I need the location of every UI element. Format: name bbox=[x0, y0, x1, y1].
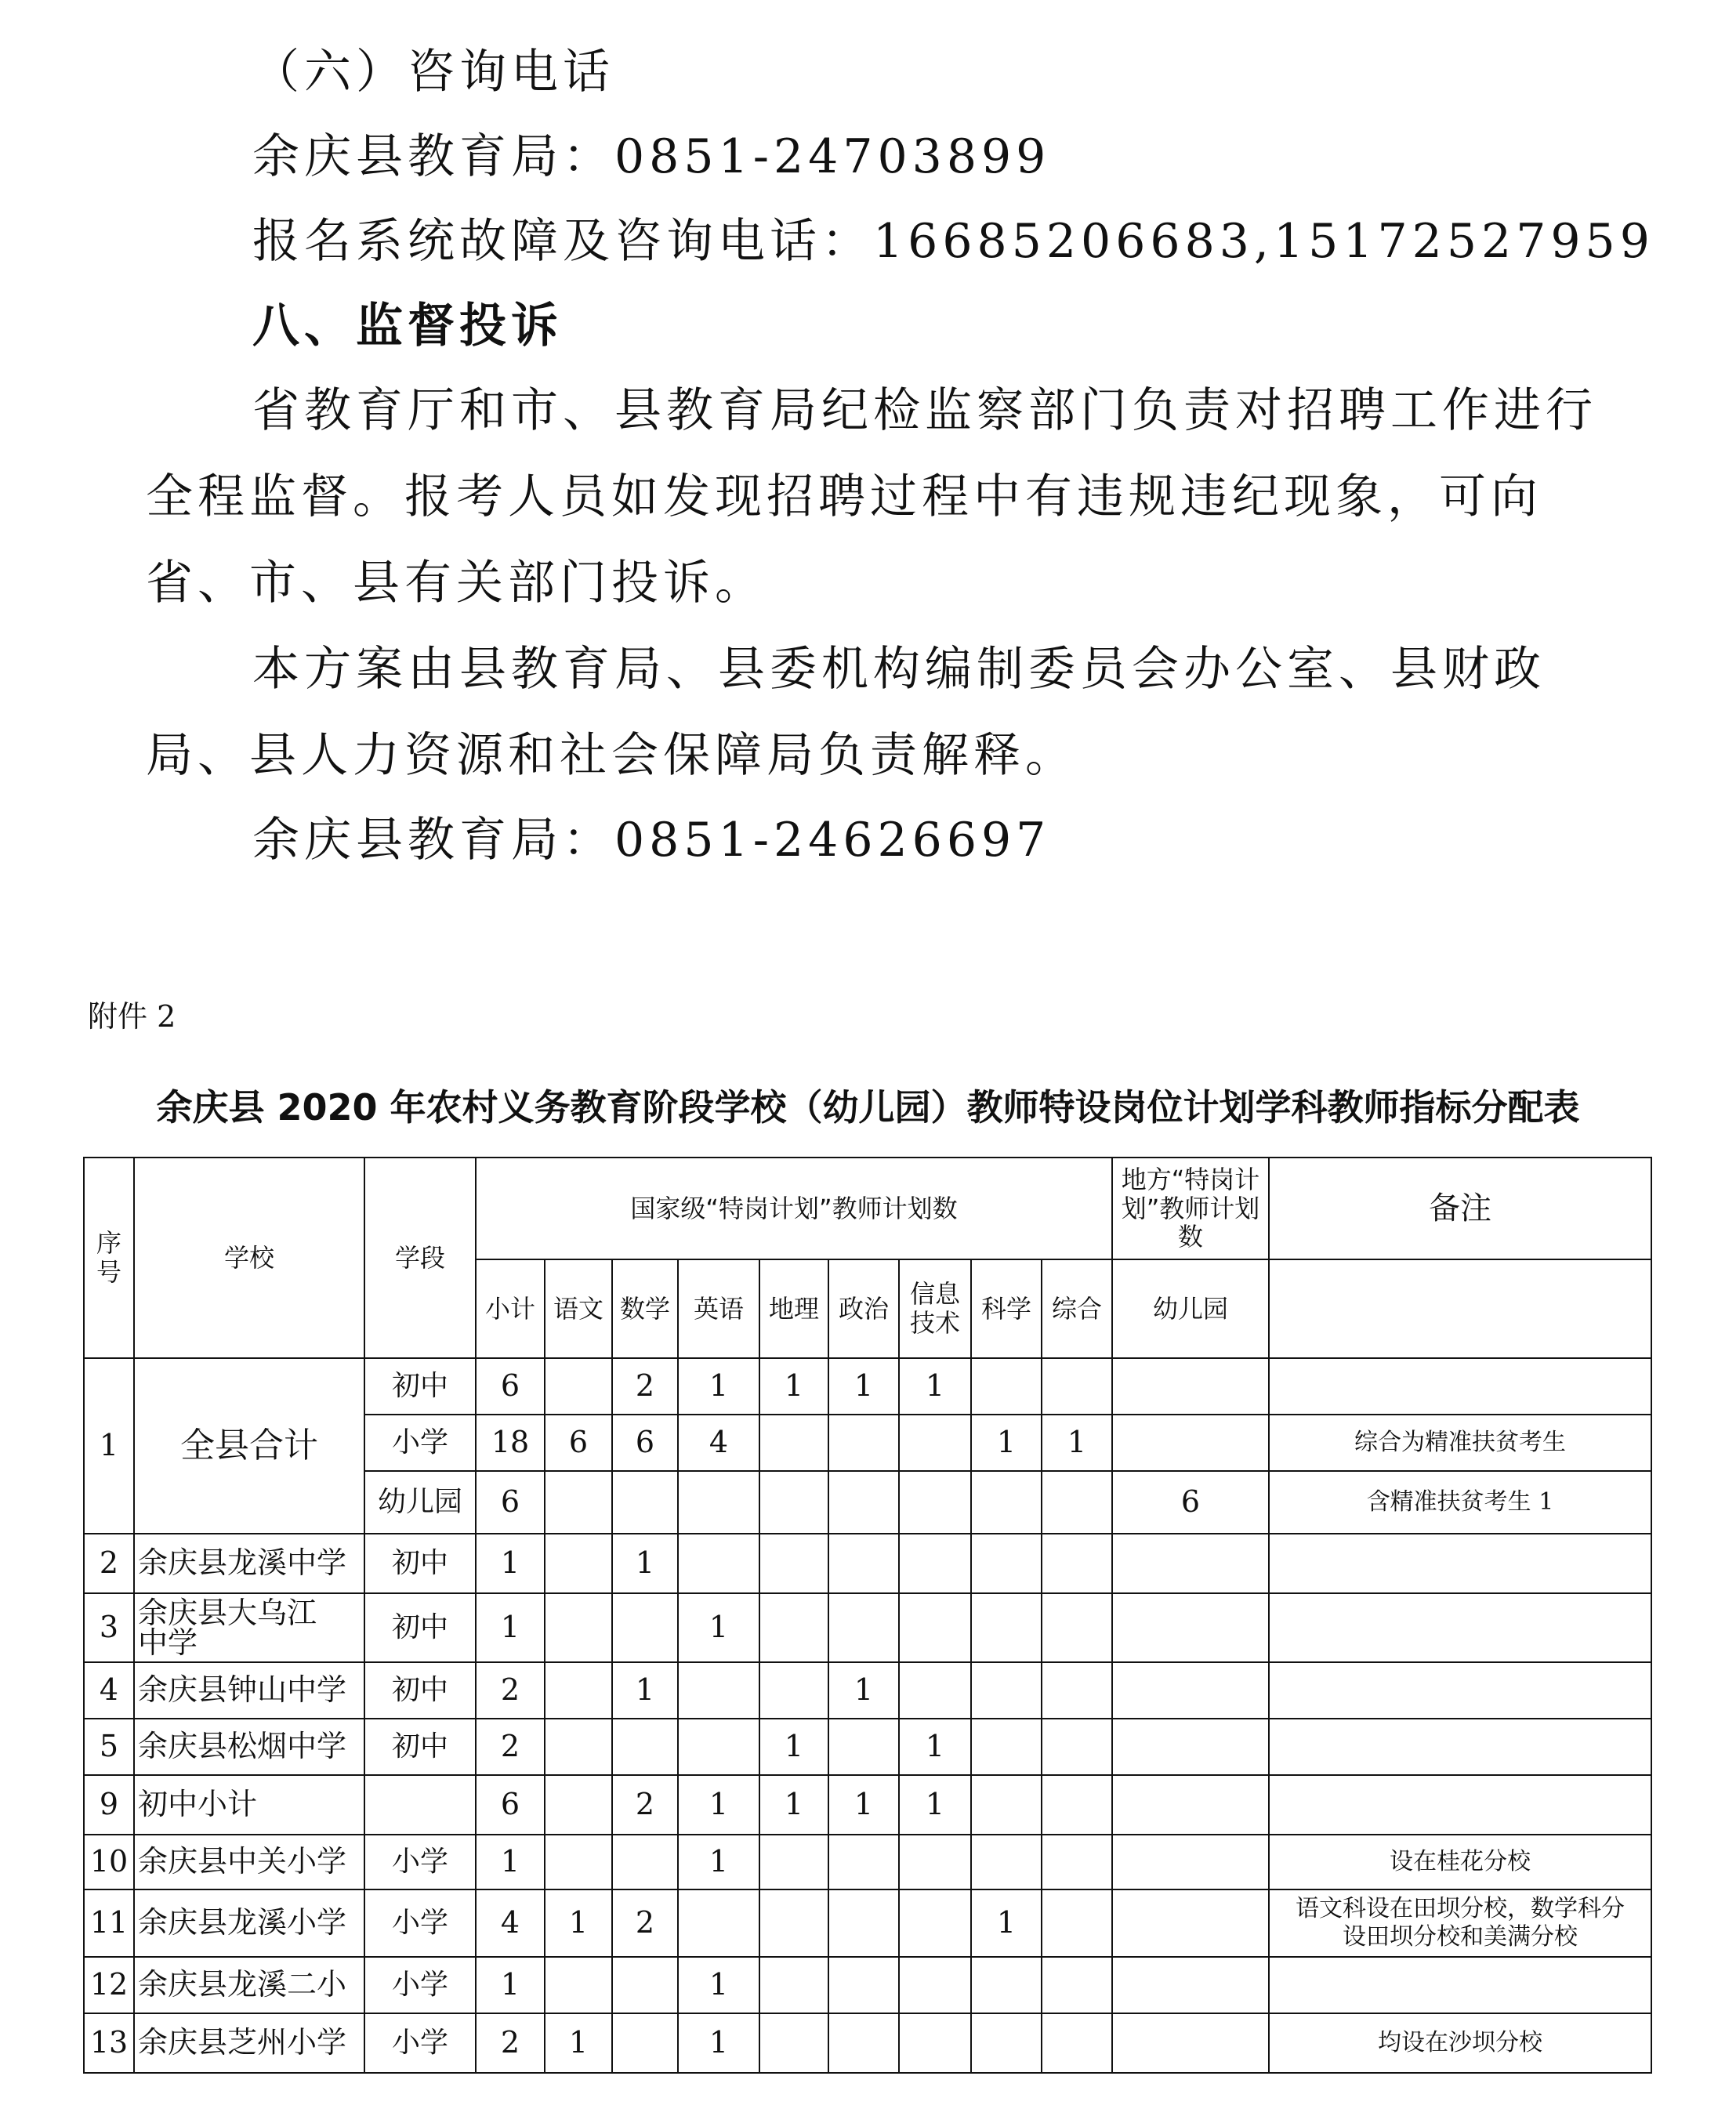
english-cell bbox=[678, 1471, 759, 1534]
subtotal-cell: 1 bbox=[476, 1593, 545, 1662]
system-phone: 报名系统故障及咨询电话：16685206683,15172527959 bbox=[252, 214, 1654, 269]
header-note: 备注 bbox=[1269, 1158, 1651, 1259]
seq-cell: 12 bbox=[84, 1957, 134, 2013]
chinese-cell bbox=[545, 1593, 612, 1662]
general-cell bbox=[1042, 1957, 1112, 2013]
science-cell bbox=[971, 1534, 1042, 1593]
stage-cell: 幼儿园 bbox=[364, 1471, 476, 1534]
school-cell: 余庆县松烟中学 bbox=[134, 1719, 364, 1775]
english-cell: 1 bbox=[678, 1835, 759, 1889]
header-national: 国家级“特岗计划”教师计划数 bbox=[476, 1158, 1112, 1259]
chinese-cell bbox=[545, 1835, 612, 1889]
geography-cell: 1 bbox=[759, 1358, 828, 1415]
table-row bbox=[84, 1719, 1651, 1775]
it-cell bbox=[899, 1593, 971, 1662]
stage-cell: 小学 bbox=[364, 1415, 476, 1471]
general-cell bbox=[1042, 1534, 1112, 1593]
general-cell bbox=[1042, 2013, 1112, 2073]
geography-cell bbox=[759, 1889, 828, 1957]
bureau-phone: 余庆县教育局：0851-24703899 bbox=[252, 129, 1051, 184]
general-cell bbox=[1042, 1889, 1112, 1957]
school-cell: 全县合计 bbox=[134, 1358, 364, 1534]
header-chinese: 语文 bbox=[545, 1259, 612, 1358]
it-cell bbox=[899, 1415, 971, 1471]
subtotal-cell: 2 bbox=[476, 1719, 545, 1775]
subtotal-cell: 6 bbox=[476, 1775, 545, 1835]
header-note-blank bbox=[1269, 1259, 1651, 1358]
kindergarten-cell: 6 bbox=[1112, 1471, 1269, 1534]
table-row bbox=[84, 1835, 1651, 1889]
kindergarten-cell bbox=[1112, 1957, 1269, 2013]
stage-cell: 初中 bbox=[364, 1534, 476, 1593]
subtotal-cell: 18 bbox=[476, 1415, 545, 1471]
note-cell: 语文科设在田坝分校，数学科分设田坝分校和美满分校 bbox=[1269, 1889, 1651, 1957]
geography-cell bbox=[759, 1471, 828, 1534]
chinese-cell: 1 bbox=[545, 1889, 612, 1957]
kindergarten-cell bbox=[1112, 1358, 1269, 1415]
table-title: 余庆县 2020 年农村义务教育阶段学校（幼儿园）教师特设岗位计划学科教师指标分配表 bbox=[156, 1086, 1580, 1129]
science-cell bbox=[971, 1835, 1042, 1889]
politics-cell: 1 bbox=[828, 1775, 899, 1835]
stage-cell: 小学 bbox=[364, 2013, 476, 2073]
politics-cell bbox=[828, 1957, 899, 2013]
note-cell bbox=[1269, 1775, 1651, 1835]
subtotal-cell: 2 bbox=[476, 1662, 545, 1719]
table-row bbox=[84, 1957, 1651, 2013]
note-cell bbox=[1269, 1662, 1651, 1719]
it-cell: 1 bbox=[899, 1719, 971, 1775]
table-row bbox=[84, 1662, 1651, 1719]
math-cell bbox=[612, 1471, 678, 1534]
school-cell: 余庆县龙溪中学 bbox=[134, 1534, 364, 1593]
note-cell: 含精准扶贫考生 1 bbox=[1269, 1471, 1651, 1534]
header-kindergarten: 幼儿园 bbox=[1112, 1259, 1269, 1358]
science-cell bbox=[971, 1358, 1042, 1415]
seq-cell: 10 bbox=[84, 1835, 134, 1889]
english-cell bbox=[678, 1534, 759, 1593]
stage-cell: 小学 bbox=[364, 1889, 476, 1957]
subtotal-cell: 1 bbox=[476, 1835, 545, 1889]
stage-cell: 初中 bbox=[364, 1593, 476, 1662]
header-math: 数学 bbox=[612, 1259, 678, 1358]
school-cell: 余庆县大乌江中学 bbox=[134, 1593, 364, 1662]
stage-cell: 初中 bbox=[364, 1358, 476, 1415]
math-cell: 2 bbox=[612, 1358, 678, 1415]
note-cell: 综合为精准扶贫考生 bbox=[1269, 1415, 1651, 1471]
science-cell bbox=[971, 1471, 1042, 1534]
it-cell: 1 bbox=[899, 1775, 971, 1835]
politics-cell bbox=[828, 1889, 899, 1957]
school-cell: 余庆县龙溪小学 bbox=[134, 1889, 364, 1957]
note-cell bbox=[1269, 1534, 1651, 1593]
kindergarten-cell bbox=[1112, 1719, 1269, 1775]
chinese-cell bbox=[545, 1775, 612, 1835]
header-it: 信息技术 bbox=[899, 1259, 971, 1358]
politics-cell: 1 bbox=[828, 1358, 899, 1415]
school-cell: 余庆县中关小学 bbox=[134, 1835, 364, 1889]
note-cell bbox=[1269, 1957, 1651, 2013]
geography-cell bbox=[759, 1534, 828, 1593]
math-cell: 2 bbox=[612, 1775, 678, 1835]
geography-cell bbox=[759, 1835, 828, 1889]
kindergarten-cell bbox=[1112, 1775, 1269, 1835]
it-cell bbox=[899, 1662, 971, 1719]
school-cell: 余庆县龙溪二小 bbox=[134, 1957, 364, 2013]
supervision-para2-line1: 本方案由县教育局、县委机构编制委员会办公室、县财政 bbox=[252, 642, 1546, 697]
supervision-para1-line1: 省教育厅和市、县教育局纪检监察部门负责对招聘工作进行 bbox=[252, 383, 1597, 438]
school-cell: 初中小计 bbox=[134, 1775, 364, 1835]
chinese-cell: 6 bbox=[545, 1415, 612, 1471]
seq-cell: 4 bbox=[84, 1662, 134, 1719]
stage-cell: 初中 bbox=[364, 1719, 476, 1775]
supervision-heading: 八、监督投诉 bbox=[252, 299, 563, 353]
supervision-para1-line3: 省、市、县有关部门投诉。 bbox=[146, 556, 767, 610]
chinese-cell bbox=[545, 1719, 612, 1775]
english-cell: 1 bbox=[678, 1593, 759, 1662]
science-cell bbox=[971, 1662, 1042, 1719]
science-cell bbox=[971, 1719, 1042, 1775]
geography-cell bbox=[759, 1662, 828, 1719]
bureau-phone-2: 余庆县教育局：0851-24626697 bbox=[252, 813, 1051, 868]
it-cell bbox=[899, 1534, 971, 1593]
politics-cell bbox=[828, 1593, 899, 1662]
note-cell bbox=[1269, 1358, 1651, 1415]
politics-cell bbox=[828, 1719, 899, 1775]
header-politics: 政治 bbox=[828, 1259, 899, 1358]
english-cell bbox=[678, 1889, 759, 1957]
it-cell: 1 bbox=[899, 1358, 971, 1415]
chinese-cell bbox=[545, 1358, 612, 1415]
subtotal-cell: 6 bbox=[476, 1471, 545, 1534]
geography-cell bbox=[759, 1415, 828, 1471]
header-seq: 序号 bbox=[84, 1158, 134, 1358]
it-cell bbox=[899, 1889, 971, 1957]
table-row bbox=[84, 1775, 1651, 1835]
science-cell: 1 bbox=[971, 1415, 1042, 1471]
subtotal-cell: 1 bbox=[476, 1957, 545, 2013]
stage-cell: 小学 bbox=[364, 1957, 476, 2013]
seq-cell: 13 bbox=[84, 2013, 134, 2073]
math-cell: 6 bbox=[612, 1415, 678, 1471]
geography-cell: 1 bbox=[759, 1719, 828, 1775]
science-cell bbox=[971, 1593, 1042, 1662]
seq-cell: 5 bbox=[84, 1719, 134, 1775]
math-cell bbox=[612, 2013, 678, 2073]
table-row bbox=[84, 1593, 1651, 1662]
politics-cell bbox=[828, 1415, 899, 1471]
math-cell bbox=[612, 1719, 678, 1775]
general-cell bbox=[1042, 1662, 1112, 1719]
stage-cell: 小学 bbox=[364, 1835, 476, 1889]
general-cell bbox=[1042, 1593, 1112, 1662]
header-geography: 地理 bbox=[759, 1259, 828, 1358]
english-cell: 1 bbox=[678, 1775, 759, 1835]
kindergarten-cell bbox=[1112, 1889, 1269, 1957]
kindergarten-cell bbox=[1112, 2013, 1269, 2073]
supervision-para2-line2: 局、县人力资源和社会保障局负责解释。 bbox=[146, 728, 1077, 783]
subtotal-cell: 2 bbox=[476, 2013, 545, 2073]
kindergarten-cell bbox=[1112, 1415, 1269, 1471]
subtotal-cell: 4 bbox=[476, 1889, 545, 1957]
math-cell bbox=[612, 1957, 678, 2013]
math-cell: 1 bbox=[612, 1534, 678, 1593]
general-cell bbox=[1042, 1835, 1112, 1889]
header-subtotal: 小计 bbox=[476, 1259, 545, 1358]
table-row bbox=[84, 2013, 1651, 2073]
seq-cell: 2 bbox=[84, 1534, 134, 1593]
header-english: 英语 bbox=[678, 1259, 759, 1358]
stage-cell: 初中 bbox=[364, 1662, 476, 1719]
table-row bbox=[84, 1534, 1651, 1593]
general-cell bbox=[1042, 1775, 1112, 1835]
kindergarten-cell bbox=[1112, 1534, 1269, 1593]
school-cell: 余庆县钟山中学 bbox=[134, 1662, 364, 1719]
attachment-label: 附件 2 bbox=[88, 999, 176, 1034]
header-local: 地方“特岗计划”教师计划数 bbox=[1112, 1158, 1269, 1259]
geography-cell bbox=[759, 2013, 828, 2073]
header-general: 综合 bbox=[1042, 1259, 1112, 1358]
subtotal-cell: 6 bbox=[476, 1358, 545, 1415]
header-school: 学校 bbox=[134, 1158, 364, 1358]
math-cell bbox=[612, 1835, 678, 1889]
chinese-cell bbox=[545, 1662, 612, 1719]
seq-cell: 11 bbox=[84, 1889, 134, 1957]
kindergarten-cell bbox=[1112, 1593, 1269, 1662]
subtotal-cell: 1 bbox=[476, 1534, 545, 1593]
english-cell bbox=[678, 1662, 759, 1719]
note-cell: 均设在沙坝分校 bbox=[1269, 2013, 1651, 2073]
general-cell bbox=[1042, 1719, 1112, 1775]
seq-cell: 9 bbox=[84, 1775, 134, 1835]
english-cell: 1 bbox=[678, 1957, 759, 2013]
geography-cell bbox=[759, 1593, 828, 1662]
it-cell bbox=[899, 2013, 971, 2073]
geography-cell: 1 bbox=[759, 1775, 828, 1835]
school-cell: 余庆县芝州小学 bbox=[134, 2013, 364, 2073]
science-cell bbox=[971, 1775, 1042, 1835]
science-cell: 1 bbox=[971, 1889, 1042, 1957]
note-cell bbox=[1269, 1593, 1651, 1662]
kindergarten-cell bbox=[1112, 1835, 1269, 1889]
math-cell bbox=[612, 1593, 678, 1662]
politics-cell: 1 bbox=[828, 1662, 899, 1719]
general-cell bbox=[1042, 1358, 1112, 1415]
allocation-table bbox=[83, 1157, 1652, 2074]
english-cell bbox=[678, 1719, 759, 1775]
english-cell: 4 bbox=[678, 1415, 759, 1471]
english-cell: 1 bbox=[678, 2013, 759, 2073]
it-cell bbox=[899, 1957, 971, 2013]
seq-cell: 3 bbox=[84, 1593, 134, 1662]
supervision-para1-line2: 全程监督。报考人员如发现招聘过程中有违规违纪现象，可向 bbox=[146, 469, 1542, 524]
chinese-cell bbox=[545, 1534, 612, 1593]
it-cell bbox=[899, 1835, 971, 1889]
math-cell: 1 bbox=[612, 1662, 678, 1719]
table-row bbox=[84, 1889, 1651, 1957]
math-cell: 2 bbox=[612, 1889, 678, 1957]
kindergarten-cell bbox=[1112, 1662, 1269, 1719]
science-cell bbox=[971, 2013, 1042, 2073]
table-row bbox=[84, 1358, 1651, 1415]
chinese-cell bbox=[545, 1471, 612, 1534]
english-cell: 1 bbox=[678, 1358, 759, 1415]
geography-cell bbox=[759, 1957, 828, 2013]
note-cell: 设在桂花分校 bbox=[1269, 1835, 1651, 1889]
politics-cell bbox=[828, 1835, 899, 1889]
header-stage: 学段 bbox=[364, 1158, 476, 1358]
contact-heading: （六）咨询电话 bbox=[252, 45, 614, 100]
chinese-cell bbox=[545, 1957, 612, 2013]
general-cell: 1 bbox=[1042, 1415, 1112, 1471]
header-science: 科学 bbox=[971, 1259, 1042, 1358]
it-cell bbox=[899, 1471, 971, 1534]
general-cell bbox=[1042, 1471, 1112, 1534]
stage-cell bbox=[364, 1775, 476, 1835]
politics-cell bbox=[828, 1534, 899, 1593]
science-cell bbox=[971, 1957, 1042, 2013]
politics-cell bbox=[828, 2013, 899, 2073]
politics-cell bbox=[828, 1471, 899, 1534]
chinese-cell: 1 bbox=[545, 2013, 612, 2073]
note-cell bbox=[1269, 1719, 1651, 1775]
seq-cell: 1 bbox=[84, 1358, 134, 1534]
